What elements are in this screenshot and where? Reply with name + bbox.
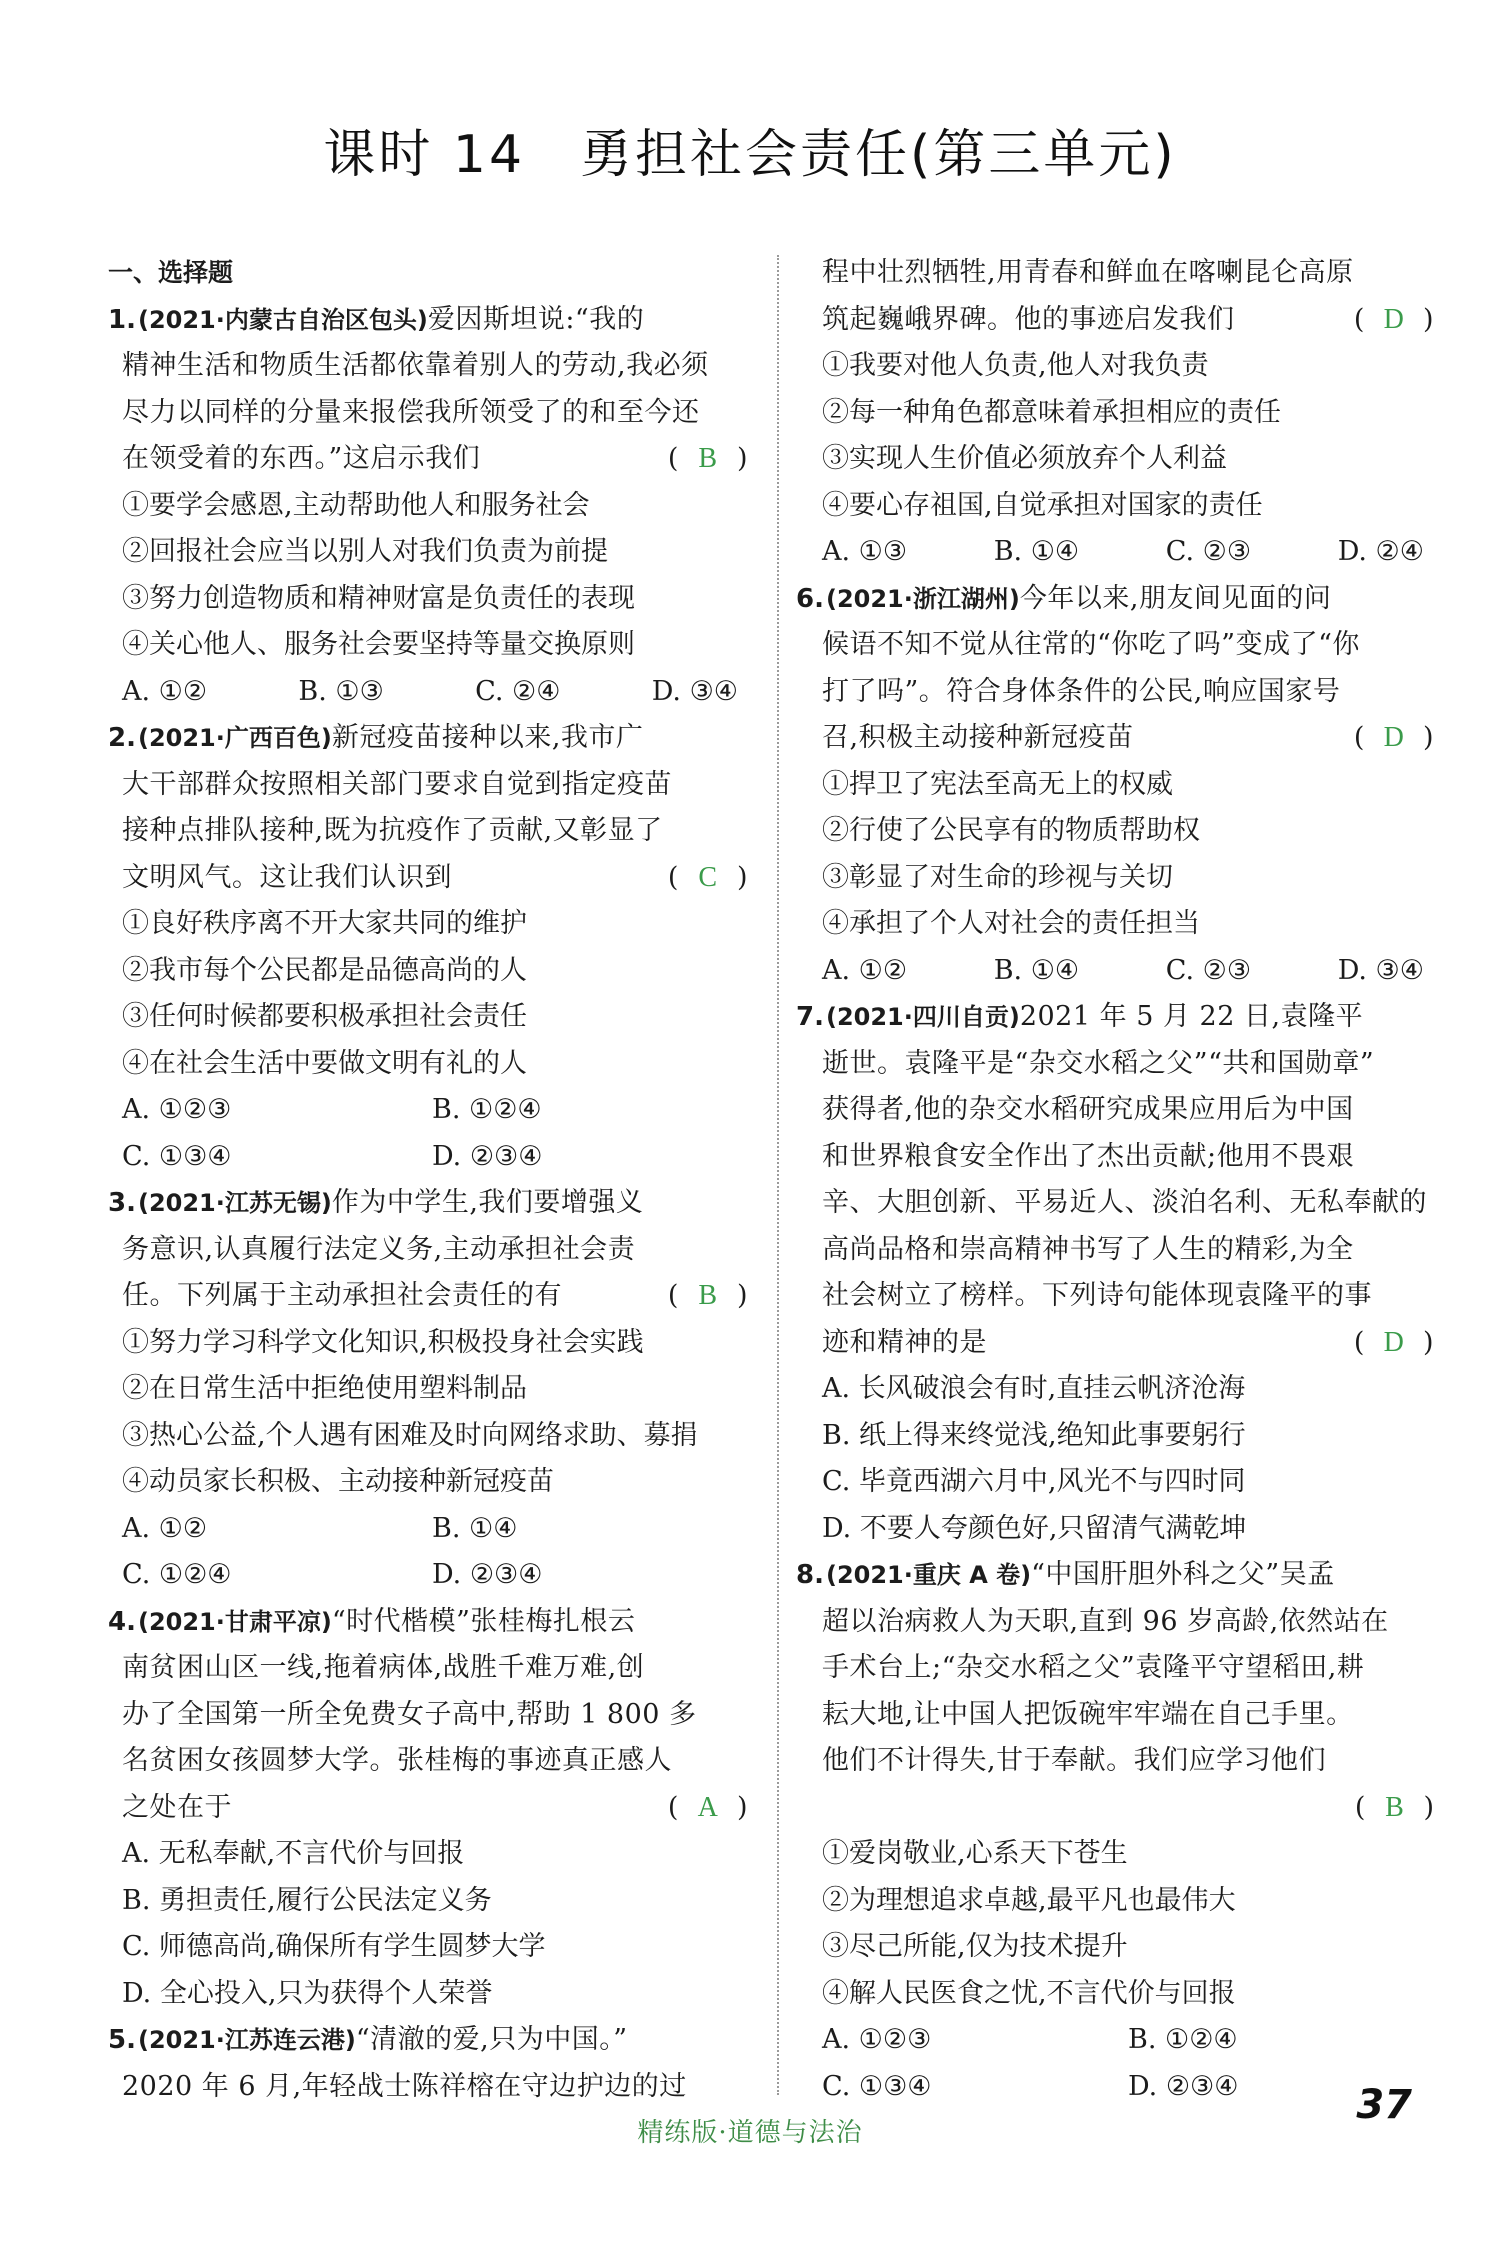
statement: ②行使了公民享有的物质帮助权	[822, 815, 1200, 846]
option: A. ①②	[122, 675, 208, 707]
answer-bracket: ( D )	[1354, 297, 1434, 344]
question-number: 1.	[108, 304, 136, 335]
statement: ②我市每个公民都是品德高尚的人	[122, 954, 527, 986]
question-source: (2021·广西百色)	[137, 724, 332, 752]
option: C. ①③④	[822, 2070, 932, 2102]
question-5-line-1	[108, 2017, 748, 2064]
question-number: 8.	[796, 1560, 824, 1590]
answer-bracket: ( B )	[668, 436, 748, 483]
statement: ③努力创造物质和精神财富是负责任的表现	[122, 582, 635, 614]
answer-mark: B	[698, 443, 718, 474]
answer-mark: C	[698, 861, 718, 893]
option: B. ①②④	[432, 1094, 542, 1125]
question-number: 6.	[796, 583, 824, 614]
statement: ④承担了个人对社会的责任担当	[822, 908, 1200, 939]
options-row	[108, 1087, 748, 1134]
question-stem: 爱因斯坦说:“我的	[427, 303, 645, 335]
column-divider	[777, 255, 779, 2095]
option: D. 全心投入,只为获得个人荣誉	[122, 1977, 493, 2009]
option: A. ①②	[822, 954, 908, 986]
question-stem-last: 之处在于 ( A )	[108, 1785, 748, 1832]
lesson-title: 课时 14 勇担社会责任(第三单元)	[323, 125, 1177, 185]
question-stem-last: 任。下列属于主动承担社会责任的有 ( B )	[108, 1273, 748, 1320]
option: D. ②③④	[432, 1140, 543, 1172]
footer-book-title: 精练版·道德与法治	[637, 2118, 863, 2148]
option: B. ①④	[432, 1512, 518, 1544]
question-source: (2021·重庆 A 卷)	[825, 1561, 1032, 1589]
question-stem: 办了全国第一所全免费女子高中,帮助 1 800 多	[122, 1698, 697, 1730]
question-stem: “时代楷模”张桂梅扎根云	[331, 1605, 636, 1637]
answer-mark: D	[1383, 303, 1405, 335]
option: C. 师德高尚,确保所有学生圆梦大学	[122, 1931, 546, 1962]
option: D. ②③④	[1128, 2070, 1239, 2102]
answer-mark: B	[698, 1280, 718, 1311]
question-stem: 务意识,认真履行法定义务,主动承担社会责	[122, 1233, 636, 1265]
option: A. 长风破浪会有时,直挂云帆济沧海	[822, 1373, 1246, 1404]
option: B. ①②④	[1128, 2024, 1238, 2055]
option: A. ①②③	[822, 2024, 932, 2055]
question-source: (2021·四川自贡)	[825, 1003, 1020, 1031]
question-stem: 2021 年 5 月 22 日,袁隆平	[1019, 1001, 1364, 1032]
question-3-line-1	[108, 1180, 748, 1227]
question-stem: 程中壮烈牺牲,用青春和鲜血在喀喇昆仑高原	[822, 257, 1354, 288]
question-stem-last: 在领受着的东西。”这启示我们 ( B )	[108, 436, 748, 483]
option: B. 纸上得来终觉浅,绝知此事要躬行	[822, 1419, 1246, 1451]
question-stem-last: 文明风气。这让我们认识到 ( C )	[108, 855, 748, 902]
answer-bracket: ( D )	[1354, 715, 1434, 762]
question-number: 3.	[108, 1188, 136, 1218]
statement: ②在日常生活中拒绝使用塑料制品	[122, 1373, 527, 1404]
options-row	[108, 1134, 748, 1181]
question-source: (2021·江苏无锡)	[137, 1189, 332, 1217]
option: C. 毕竟西湖六月中,风光不与四时同	[822, 1466, 1246, 1497]
option: C. ①③④	[122, 1140, 232, 1172]
options-row	[108, 1506, 748, 1553]
statement: ③实现人生价值必须放弃个人利益	[822, 443, 1227, 474]
answer-mark: B	[1385, 1791, 1404, 1823]
question-stem: 今年以来,朋友间见面的问	[1019, 582, 1332, 614]
question-stem: 高尚品格和崇高精神书写了人生的精彩,为全	[822, 1233, 1354, 1265]
answer-mark: D	[1383, 1326, 1405, 1358]
statement: ①努力学习科学文化知识,积极投身社会实践	[122, 1326, 644, 1358]
option: C. ①②④	[122, 1559, 232, 1590]
left-column	[108, 250, 748, 2110]
answer-bracket: ( B )	[668, 1273, 748, 1320]
option: A. ①②	[122, 1512, 208, 1544]
option: D. ③④	[1337, 954, 1424, 986]
option: D. 不要人夸颜色好,只留清气满乾坤	[822, 1512, 1247, 1544]
answer-line	[822, 1785, 1434, 1832]
question-stem: “中国肝胆外科之父”吴孟	[1031, 1559, 1335, 1590]
question-7-line-1	[796, 994, 1434, 1041]
options-row	[822, 529, 1434, 576]
option: C. ②③	[1165, 954, 1252, 986]
question-2-line-1	[108, 715, 748, 762]
statement: ③热心公益,个人遇有困难及时向网络求助、募捐	[122, 1419, 698, 1451]
option: D. ②③④	[432, 1559, 543, 1590]
question-number: 7.	[796, 1002, 824, 1032]
question-stem-last: 召,积极主动接种新冠疫苗 ( D )	[822, 715, 1434, 762]
statement: ①爱岗敬业,心系天下苍生	[822, 1838, 1128, 1869]
question-stem: 精神生活和物质生活都依靠着别人的劳动,我必须	[122, 350, 709, 381]
question-stem: 他们不计得失,甘于奉献。我们应学习他们	[822, 1745, 1327, 1776]
statement: ①良好秩序离不开大家共同的维护	[122, 908, 527, 939]
question-stem: 打了吗”。符合身体条件的公民,响应国家号	[822, 675, 1341, 707]
section-heading: 一、选择题	[108, 258, 234, 287]
statement: ③尽己所能,仅为技术提升	[822, 1931, 1128, 1962]
question-source: (2021·浙江湖州)	[825, 584, 1020, 613]
option: C. ②④	[475, 675, 561, 707]
statement: ①要学会感恩,主动帮助他人和服务社会	[122, 489, 590, 521]
question-8-line-1	[796, 1552, 1434, 1599]
options-row	[108, 1552, 748, 1599]
statement: ④要心存祖国,自觉承担对国家的责任	[822, 489, 1263, 521]
option: A. ①②③	[122, 1094, 232, 1125]
option: D. ③④	[651, 675, 738, 707]
question-stem: 新冠疫苗接种以来,我市广	[331, 722, 644, 753]
question-source: (2021·甘肃平凉)	[137, 1607, 332, 1636]
answer-bracket: ( C )	[668, 855, 748, 902]
question-stem: “清澈的爱,只为中国。”	[355, 2024, 628, 2055]
option: B. ①③	[298, 675, 384, 707]
answer-mark: A	[697, 1791, 719, 1823]
options-row	[108, 669, 748, 716]
question-stem: 接种点排队接种,既为抗疫作了贡献,又彰显了	[122, 815, 663, 846]
option: D. ②④	[1337, 536, 1424, 567]
question-stem-last: 迹和精神的是 ( D )	[822, 1320, 1434, 1367]
question-1-line-1	[108, 297, 748, 344]
question-stem: 和世界粮食安全作出了杰出贡献;他用不畏艰	[822, 1140, 1355, 1172]
question-number: 4.	[108, 1606, 136, 1637]
question-stem: 耘大地,让中国人把饭碗牢牢端在自己手里。	[822, 1698, 1354, 1730]
statement: ④动员家长积极、主动接种新冠疫苗	[122, 1466, 554, 1497]
statement: ②每一种角色都意味着承担相应的责任	[822, 396, 1281, 428]
statement: ③彰显了对生命的珍视与关切	[822, 861, 1173, 893]
statement: ④解人民医食之忧,不言代价与回报	[822, 1977, 1236, 2009]
statement: ④在社会生活中要做文明有礼的人	[122, 1047, 527, 1079]
options-row	[822, 2017, 1434, 2064]
question-stem: 社会树立了榜样。下列诗句能体现袁隆平的事	[822, 1280, 1372, 1311]
question-stem: 获得者,他的杂交水稻研究成果应用后为中国	[822, 1094, 1354, 1125]
statement: ④关心他人、服务社会要坚持等量交换原则	[122, 629, 635, 660]
answer-bracket: ( D )	[1354, 1320, 1434, 1367]
page-number: 37	[1356, 2082, 1412, 2128]
question-stem-last: 筑起巍峨界碑。他的事迹启发我们 ( D )	[822, 297, 1434, 344]
statement: ①我要对他人负责,他人对我负责	[822, 350, 1209, 381]
question-source: (2021·江苏连云港)	[137, 2026, 356, 2054]
question-stem: 大干部群众按照相关部门要求自觉到指定疫苗	[122, 768, 672, 800]
statement: ②回报社会应当以别人对我们负责为前提	[122, 536, 608, 567]
statement: ①捍卫了宪法至高无上的权威	[822, 768, 1173, 800]
question-number: 5.	[108, 2025, 136, 2055]
question-stem: 候语不知不觉从往常的“你吃了吗”变成了“你	[822, 629, 1360, 660]
question-stem: 尽力以同样的分量来报偿我所领受了的和至今还	[122, 396, 700, 428]
question-number: 2.	[108, 723, 136, 753]
question-stem: 逝世。袁隆平是“杂交水稻之父”“共和国勋章”	[822, 1047, 1375, 1079]
question-stem: 南贫困山区一线,拖着病体,战胜千难万难,创	[122, 1652, 645, 1683]
option: B. 勇担责任,履行公民法定义务	[122, 1884, 492, 1916]
right-column	[796, 250, 1434, 2110]
question-4-line-1	[108, 1599, 748, 1646]
question-6-line-1	[796, 576, 1434, 623]
options-row	[822, 948, 1434, 995]
question-stem: 2020 年 6 月,年轻战士陈祥榕在守边护边的过	[122, 2070, 687, 2102]
option: C. ②③	[1165, 536, 1252, 567]
option: B. ①④	[993, 954, 1080, 986]
option: B. ①④	[993, 536, 1080, 567]
question-stem: 手术台上;“杂交水稻之父”袁隆平守望稻田,耕	[822, 1652, 1365, 1683]
statement: ③任何时候都要积极承担社会责任	[122, 1001, 527, 1032]
options-row	[822, 2064, 1434, 2111]
question-source: (2021·内蒙古自治区包头)	[137, 305, 428, 334]
answer-mark: D	[1383, 722, 1405, 753]
statement: ②为理想追求卓越,最平凡也最伟大	[822, 1884, 1236, 1916]
answer-bracket: ( B )	[1355, 1785, 1434, 1832]
question-stem: 名贫困女孩圆梦大学。张桂梅的事迹真正感人	[122, 1745, 672, 1776]
option: A. ①③	[822, 536, 908, 567]
answer-bracket: ( A )	[668, 1785, 748, 1832]
question-stem: 超以治病救人为天职,直到 96 岁高龄,依然站在	[822, 1605, 1389, 1637]
option: A. 无私奉献,不言代价与回报	[122, 1838, 465, 1869]
question-stem: 作为中学生,我们要增强义	[331, 1187, 644, 1218]
question-stem: 辛、大胆创新、平易近人、淡泊名利、无私奉献的	[822, 1187, 1427, 1218]
